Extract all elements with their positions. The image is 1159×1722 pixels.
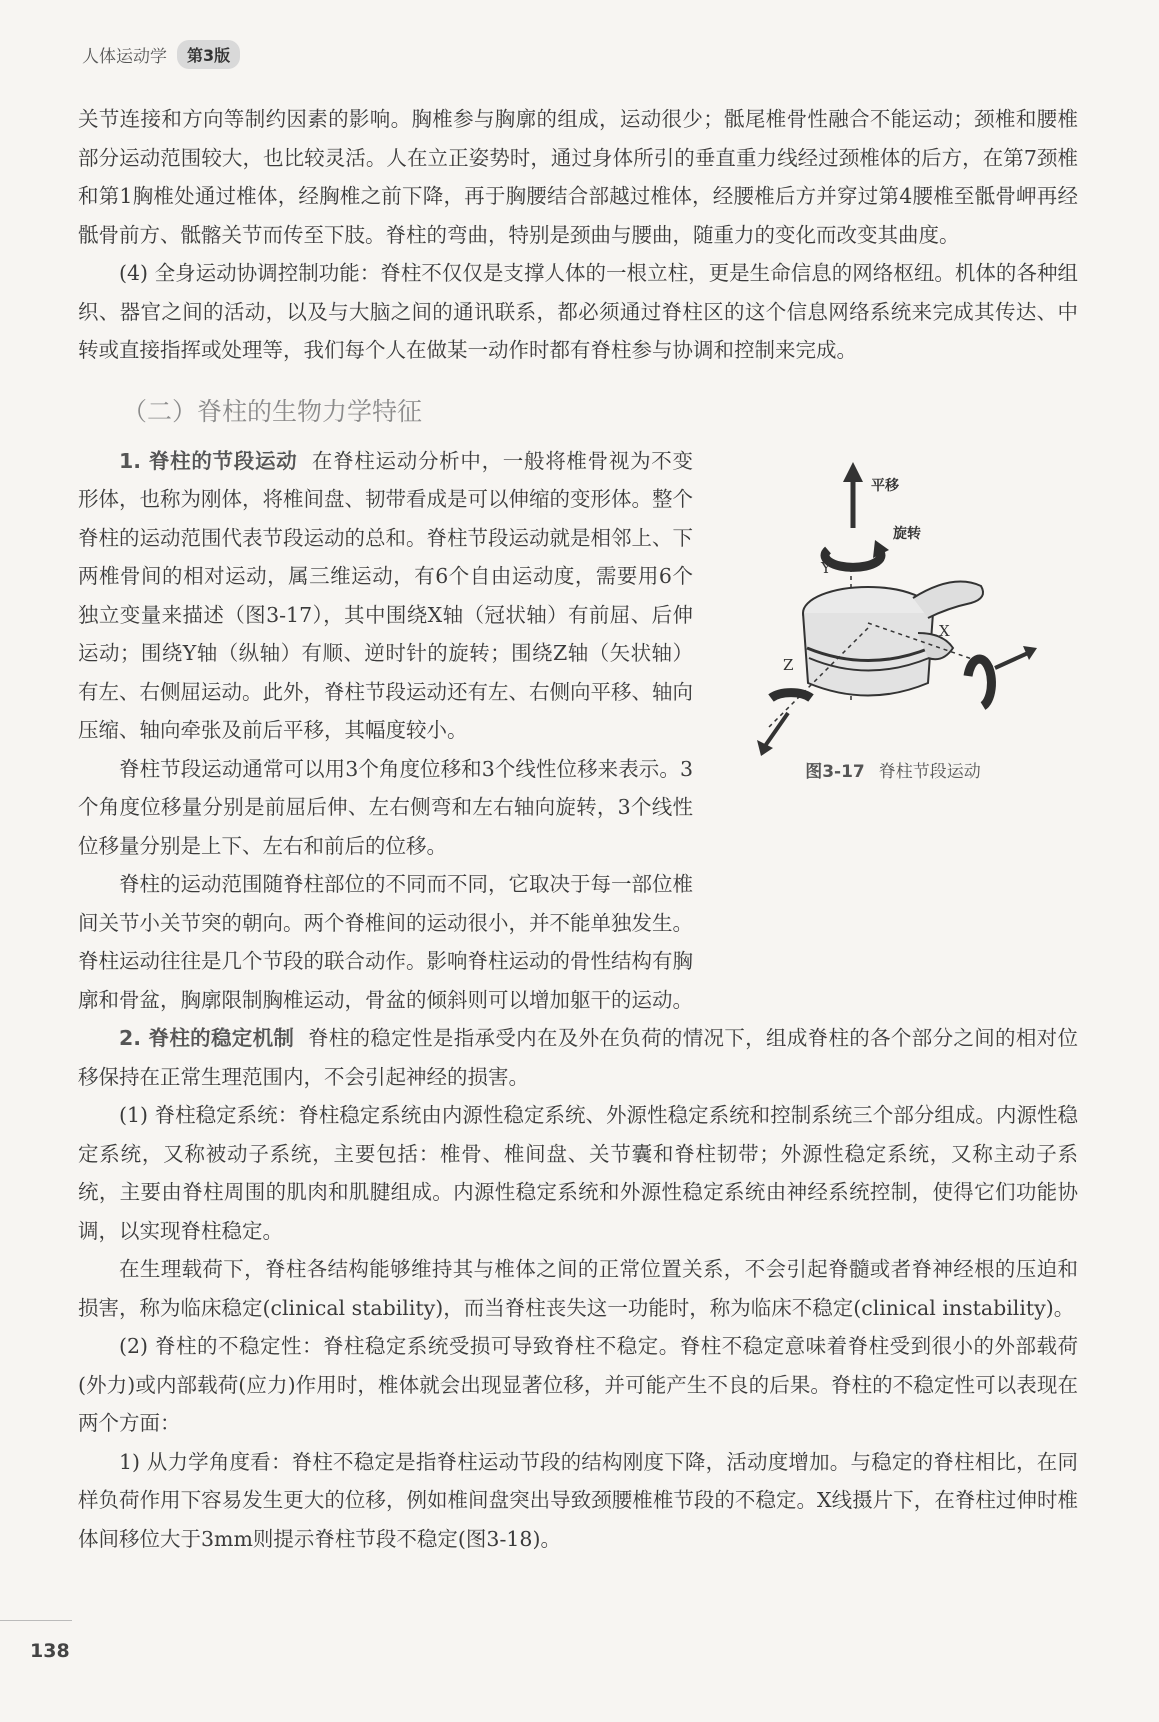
paragraph-8: 在生理载荷下，脊柱各结构能够维持其与椎体之间的正常位置关系，不会引起脊髓或者脊神经根的压迫和损害，称为临床稳定(clinical stability)，而当脊柱丧失这一功能时，称为临床不稳定(clinical instability)。 bbox=[78, 1257, 1078, 1320]
running-head bbox=[82, 40, 240, 69]
figure-caption bbox=[805, 760, 981, 784]
translation-arrow-icon bbox=[843, 462, 863, 482]
figure-caption-text: 脊柱节段运动 bbox=[878, 761, 981, 782]
label-axis-y: Y bbox=[821, 558, 831, 577]
page-number: 138 bbox=[30, 1640, 70, 1662]
paragraph-1: 关节连接和方向等制约因素的影响。胸椎参与胸廓的组成，运动很少；骶尾椎骨性融合不能运动；颈椎和腰椎部分运动范围较大，也比较灵活。人在立正姿势时，通过身体所引的垂直重力线经过颈椎体的后方，在第7颈椎和第1胸椎处通过椎体，经胸椎之前下降，再于胸腰结合部越过椎体，经腰椎后方并穿过第4腰椎至骶骨岬再经骶骨前方、骶髂关节而传至下肢。脊柱的弯曲，特别是颈曲与腰曲，随重力的变化而改变其曲度。 bbox=[78, 107, 1078, 247]
paragraph-4: 脊柱节段运动通常可以用3个角度位移和3个线性位移来表示。3个角度位移量分别是前屈后伸、左右侧弯和左右轴向旋转，3个线性位移量分别是上下、左右和前后的位移。 bbox=[78, 756, 693, 858]
paragraph-7: (1) 脊柱稳定系统：脊柱稳定系统由内源性稳定系统、外源性稳定系统和控制系统三个部分组成。内源性稳定系统，又称被动子系统，主要包括：椎骨、椎间盘、关节囊和脊柱韧带；外源性稳定系统，又称主动子系统，主要由脊柱周围的肌肉和肌腱组成。内源性稳定系统和外源性稳定系统由神经系统控制，使得它们功能协调，以实现脊柱稳定。 bbox=[78, 1103, 1078, 1243]
edition-badge: 第3版 bbox=[177, 40, 240, 69]
subheading-segment-motion: 1. 脊柱的节段运动 bbox=[119, 448, 298, 473]
paragraph-5: 脊柱的运动范围随脊柱部位的不同而不同，它取决于每一部位椎间关节小关节突的朝向。两个脊椎间的运动很小，并不能单独发生。脊柱运动往往是几个节段的联合动作。影响脊柱运动的骨性结构有胸廓和骨盆，胸廓限制胸椎运动，骨盆的倾斜则可以增加躯干的运动。 bbox=[78, 872, 693, 1012]
paragraph-3-body: 在脊柱运动分析中，一般将椎骨视为不变形体，也称为刚体，将椎间盘、韧带看成是可以伸缩的变形体。整个脊柱的运动范围代表节段运动的总和。脊柱节段运动就是相邻上、下两椎骨间的相对运动，属三维运动，有6个自由运动度，需要用6个独立变量来描述（图3-17），其中围绕X轴（冠状轴）有前屈、后伸运动；围绕Y轴（纵轴）有顺、逆时针的旋转；围绕Z轴（矢状轴）有左、右侧屈运动。此外，脊柱节段运动还有左、右侧向平移、轴向压缩、轴向牵张及前后平移，其幅度较小。 bbox=[78, 448, 693, 742]
section-heading: （二）脊柱的生物力学特征 bbox=[122, 396, 423, 426]
label-translation: 平移 bbox=[871, 477, 899, 494]
page-body bbox=[78, 100, 1078, 1558]
z-translation-arrow-shaft bbox=[765, 713, 788, 746]
figure-wrap-block bbox=[78, 442, 1078, 1020]
vertebra-diagram bbox=[743, 458, 1043, 758]
x-translation-arrow-shaft bbox=[995, 653, 1028, 668]
footer-rule bbox=[0, 1620, 72, 1621]
rotation-arrow-icon bbox=[825, 550, 881, 567]
z-rotation-arrow-icon bbox=[771, 692, 811, 697]
paragraph-2: (4) 全身运动协调控制功能：脊柱不仅仅是支撑人体的一根立柱，更是生命信息的网络枢纽。机体的各种组织、器官之间的活动，以及与大脑之间的通讯联系，都必须通过脊柱区的这个信息网络系统来完成其传达、中转或直接指挥或处理等，我们每个人在做某一动作时都有脊柱参与协调和控制来完成。 bbox=[78, 261, 1078, 362]
paragraph-6 bbox=[78, 1019, 1078, 1096]
figure-3-17 bbox=[708, 442, 1078, 1020]
wrap-text-column bbox=[78, 442, 693, 1020]
book-title: 人体运动学 bbox=[82, 47, 167, 67]
figure-caption-number: 图3-17 bbox=[805, 761, 865, 782]
paragraph-3 bbox=[78, 442, 693, 750]
paragraph-9: (2) 脊柱的不稳定性：脊柱稳定系统受损可导致脊柱不稳定。脊柱不稳定意味着脊柱受到很小的外部载荷(外力)或内部载荷(应力)作用时，椎体就会出现显著位移，并可能产生不良的后果。脊柱的不稳定性可以表现在两个方面： bbox=[78, 1334, 1078, 1435]
label-rotation: 旋转 bbox=[893, 525, 921, 542]
paragraph-10: 1) 从力学角度看：脊柱不稳定是指脊柱运动节段的结构刚度下降，活动度增加。与稳定的脊柱相比，在同样负荷作用下容易发生更大的位移，例如椎间盘突出导致颈腰椎椎节段的不稳定。X线摄片下，在脊柱过伸时椎体间移位大于3mm则提示脊柱节段不稳定(图3-18)。 bbox=[78, 1449, 1078, 1551]
subheading-stability: 2. 脊柱的稳定机制 bbox=[119, 1026, 295, 1050]
label-axis-x: X bbox=[939, 621, 950, 640]
x-rotation-arrow-icon bbox=[968, 659, 991, 706]
paragraph-6-body: 脊柱的稳定性是指承受内在及外在负荷的情况下，组成脊柱的各个部分之间的相对位移保持在正常生理范围内，不会引起神经的损害。 bbox=[78, 1026, 1078, 1089]
label-axis-z: Z bbox=[783, 655, 794, 674]
